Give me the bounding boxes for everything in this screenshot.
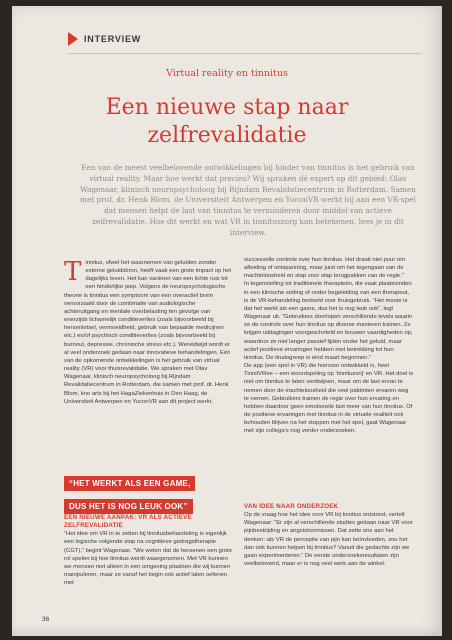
pull-quote — [64, 471, 236, 517]
triangle-icon — [68, 32, 78, 46]
body-section-right — [244, 503, 414, 568]
page-number: 36 — [42, 616, 50, 623]
subheading-right: VAN IDEE NAAR ONDERZOEK — [244, 503, 339, 510]
drop-cap: T — [64, 257, 82, 287]
title-line-1: Een nieuwe stap naar — [105, 95, 349, 120]
body-paragraph: De app (een spel in VR) die hiervoor ontwikkeld is, heet TinnitVRee – een woordspeling op ‘tinnitusvrij’ en VR. Het doel is niet om tinnitus te laten verdwijnen, maar om de last ervan te nemen door de machteloosheid die veel patiënten ervaren weg te nemen. Gebruikers trainen de regie over hun ervaring en hebben daardoor geen emotionele last meer van hun tinnitus. Of de positieve ervaringen met tinnitus in de virtuele realiteit ook behouden blijven na het stoppen met het spel, gaat Wagenaar met zijn collega’s nog verder onderzoeken. — [244, 363, 414, 435]
article-intro: Een van de meest veelbelovende ontwikkelingen bij hinder van tinnitus is het gebruik van virtual reality. Maar hoe werkt dat precies? Wij spraken dé expert op dit gebied: Olav Wagenaar, klinisch neuropsycholoog bij Rijndam Revalidatiecentrum in Rotterdam. Samen met prof. dr. Henk Blom, de Universiteit Antwerpen en YuconVR werkt hij aan een VR-spel dat mensen helpt de last van tinnitus te verminderen door middel van actieve zelfrevalidatie. Hoe dit werkt en wat VR in tinnituszorg kan betekenen, lees je in dit interview. — [80, 163, 416, 237]
body-paragraph: In tegenstelling tot traditionele therapieën, die vaak plaatsvinden in een klinische setting of onder begeleiding van een therapeut, is de VR-behandeling bedoeld voor thuisgebruik. “Het mooie is dat het werkt als een game, dus het is nog leuk ook”, legt Wagenaar uit. “Gebruikers doorlopen verschillende levels waarin ze de controle over hun tinnitus op diverse manieren trainen. Ze krijgen uitdagingen voorgeschoteld en bouwen vaardigheden op, waardoor ze niet langer passief lijden onder het geluid, maar actief positieve ervaringen hebben met betrekking tot hun tinnitus. De tinalogreep is eind maart begonnen.” — [244, 281, 413, 361]
title-line-2: zelfrevalidatie — [147, 123, 307, 148]
body-column-left — [64, 259, 232, 406]
section-label: INTERVIEW — [84, 34, 142, 44]
body-paragraph: “Het idee om VR in te zetten bij tinnitusbehandeling is eigenlijk een logische volgende stap na cognitieve gedragstherapie (CGT),” begint Wagenaar. “We weten dat de hersenen een grote rol spelen bij hoe tinnitus wordt waargenomen. Met VR kunnen we mensen niet alleen in een omgeving plaatsen die wij kunnen manipuleren, maar ze vanaf het begin ook actief laten oefenen met — [64, 531, 232, 587]
article-title — [52, 94, 402, 150]
body-paragraph: Op de vraag hoe het idee voor VR bij tinnitus ontstond, vertelt Wagenaar: “Er zijn al verschillende studies gedaan naar VR voor pijnbestrijding en angststoornissen. Dat zette ons aan het denken: als VR de perceptie van pijn kan beïnvloeden, zou het dan ook kunnen helpen bij tinnitus? Vanuit die gedachte zijn we gaan experimenteren.” De eerste onderzoeksresultaten zijn veelbelovend, maar er is nog veel werk aan de winkel. — [244, 512, 413, 568]
body-paragraph: innitus, ofwel het waarnemen van geluiden zonder externe geluidsbron, heeft vaak een grote impact op het dagelijks leven. Het kan variëren van een lichte ruis tot een hinderlijke piep. Volgens de neuropsychologische theorie is tinnitus een symptoom van een overactief brein veroorzaakt door de combinatie van audiologische achteruitgang en mentale overbelasting ten gevolge van enerzijds lichamelijk conditieverlies (zoals bijvoorbeeld bij hersenletsel, vermoeidheid, gebruik van bepaalde medicijnen etc.) en/of psychisch conditieverlies (zoals bijvoorbeeld bij burnout, depressie, chronische stress etc.). Wereldwijd wordt er al veel onderzoek gedaan naar innovatieve behandelingen. Eén van de opkomende ontwikkelingen is het gebruik van virtual reality (VR) voor thuisrevalidatie. We spraken met Olav Wagenaar, klinisch neuropsycholoog bij Rijndam Revalidatiecentrum in Rotterdam, die samen met prof. dr. Henk Blom, kno arts bij het HagaZiekenhuis in Den Haag, de Universiteit Antwerpen en YuconVR aan dit project werkt. — [64, 260, 232, 405]
pull-quote-line-2: DUS HET IS NOG LEUK OOK” — [64, 499, 193, 514]
body-column-right — [244, 256, 414, 435]
body-section-left — [64, 514, 232, 587]
header-rule — [68, 53, 422, 54]
subheading-left: EEN NIEUWE AANPAK: VR ALS ACTIEVE ZELFREVALIDATIE — [64, 514, 192, 530]
section-tag — [68, 32, 141, 46]
article-kicker: Virtual reality en tinnitus — [166, 68, 288, 79]
pull-quote-line-1: “HET WERKT ALS EEN GAME, — [64, 476, 195, 491]
magazine-page — [12, 6, 442, 636]
body-paragraph: succesvolle controle over hun tinnitus. Het draait niet puur om afleiding of ontspanning, maar juist om het tegengaan van de machteloosheid en stap voor stap terugpakken van de regie.” — [244, 257, 406, 280]
